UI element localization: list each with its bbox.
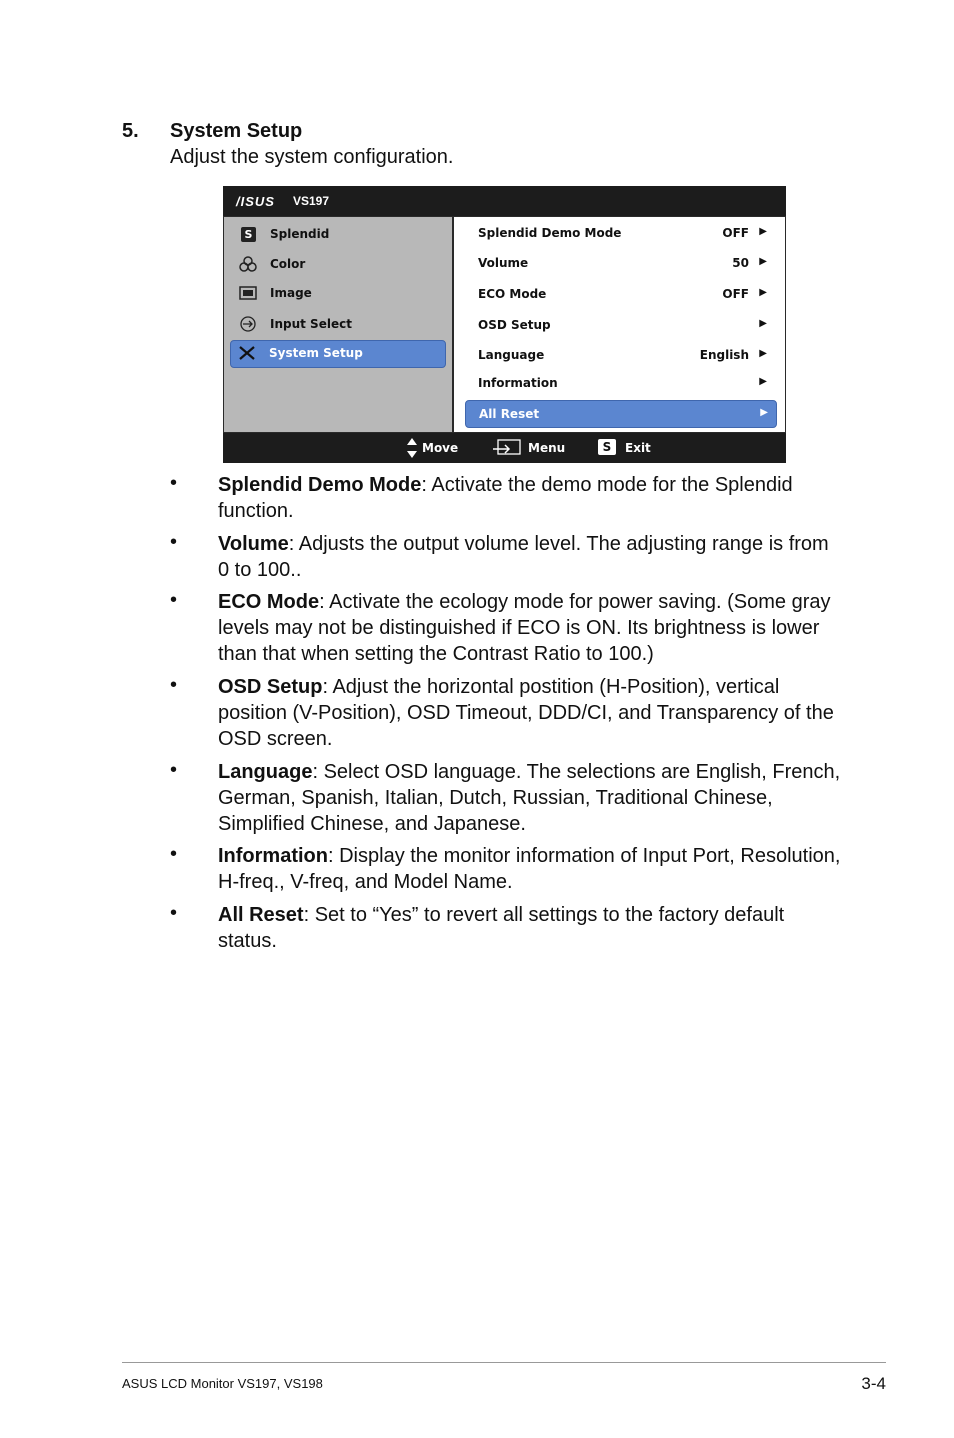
osd-submenu-label: All Reset — [479, 407, 540, 421]
list-item-text: : Adjusts the output volume level. The adjusting range is from 0 to 100.. — [218, 533, 829, 581]
bullet: • — [170, 759, 178, 781]
osd-menu-item-splendid[interactable] — [232, 222, 447, 248]
section-title: System Setup — [170, 120, 303, 142]
osd-submenu-value: English — [699, 348, 749, 362]
section-number: 5. — [122, 120, 139, 142]
osd-model-name: VS197 — [293, 194, 330, 208]
list-item — [218, 843, 843, 895]
triangle-right-icon: ▶ — [759, 348, 767, 359]
bullet: • — [170, 589, 178, 611]
osd-submenu-value: OFF — [722, 287, 749, 301]
exit-s-icon: S — [598, 439, 616, 455]
menu-enter-icon — [492, 439, 522, 461]
osd-main-menu — [224, 217, 452, 432]
osd-menu-item-image[interactable] — [232, 281, 447, 307]
osd-submenu-item-language[interactable] — [465, 342, 775, 368]
osd-submenu-label: ECO Mode — [478, 287, 547, 301]
osd-menu-item-label: Color — [270, 257, 306, 271]
osd-submenu-item-osd-setup[interactable] — [465, 312, 775, 338]
osd-menu-item-system-setup[interactable] — [230, 340, 446, 368]
osd-menu-item-input-select[interactable] — [232, 312, 447, 338]
osd-submenu-label: OSD Setup — [478, 318, 551, 332]
osd-submenu-value: 50 — [732, 256, 749, 270]
osd-header — [223, 186, 786, 216]
footer-exit-label: Exit — [625, 441, 651, 455]
list-item — [218, 902, 843, 954]
bullet: • — [170, 674, 178, 696]
osd-submenu-item-all-reset[interactable] — [465, 400, 777, 428]
osd-submenu-value: OFF — [722, 226, 749, 240]
list-item-text: : Set to “Yes” to revert all settings to the factory default status. — [218, 904, 785, 952]
triangle-right-icon: ▶ — [759, 256, 767, 267]
image-icon — [239, 285, 257, 301]
up-down-arrows-icon — [406, 437, 418, 464]
page-number: 3-4 — [861, 1374, 886, 1393]
list-item-text: : Activate the ecology mode for power saving. (Some gray levels may not be distinguished if ECO is ON. Its brightness is lower than that when setting the Contrast Ratio to 100.) — [218, 591, 831, 665]
osd-footer — [223, 433, 786, 463]
osd-submenu — [454, 217, 785, 432]
list-item-term: OSD Setup — [218, 676, 323, 698]
system-setup-icon — [238, 345, 256, 361]
section-description: Adjust the system configuration. — [170, 146, 454, 168]
osd-submenu-label: Information — [478, 376, 558, 390]
triangle-right-icon: ▶ — [759, 376, 767, 387]
osd-menu-item-label: Image — [270, 286, 312, 300]
osd-submenu-label: Splendid Demo Mode — [478, 226, 622, 240]
osd-menu — [223, 186, 786, 463]
osd-submenu-item-eco-mode[interactable] — [465, 281, 775, 307]
footer-divider — [122, 1362, 886, 1363]
triangle-right-icon: ▶ — [759, 318, 767, 329]
triangle-right-icon: ▶ — [759, 226, 767, 237]
footer-move-label: Move — [422, 441, 459, 455]
list-item — [218, 589, 843, 667]
osd-submenu-label: Volume — [478, 256, 529, 270]
osd-menu-item-label: Input Select — [270, 317, 352, 331]
list-item — [218, 674, 843, 752]
osd-menu-item-label: System Setup — [269, 346, 363, 360]
asus-logo: /ISUS — [236, 194, 275, 209]
list-item-text: : Activate the demo mode for the Splendid function. — [218, 474, 793, 522]
bullet: • — [170, 902, 178, 924]
list-item-term: Information — [218, 845, 328, 867]
triangle-right-icon: ▶ — [760, 407, 768, 418]
color-icon — [239, 256, 257, 272]
osd-menu-item-color[interactable] — [232, 252, 447, 278]
triangle-right-icon: ▶ — [759, 287, 767, 298]
list-item — [218, 472, 843, 524]
bullet: • — [170, 531, 178, 553]
list-item-text: : Adjust the horizontal postition (H-Position), vertical position (V-Position), OSD Timeout, DDD/CI, and Transparency of the OSD screen. — [218, 676, 834, 750]
list-item-term: ECO Mode — [218, 591, 320, 613]
list-item-text: : Select OSD language. The selections are English, French, German, Spanish, Italian, Dutch, Russian, Traditional Chinese, Simplified Chinese, and Japanese. — [218, 761, 841, 835]
list-item — [218, 531, 843, 583]
osd-menu-item-label: Splendid — [270, 227, 330, 241]
footer-product-name: ASUS LCD Monitor VS197, VS198 — [122, 1376, 323, 1391]
osd-submenu-item-information[interactable] — [465, 370, 775, 396]
list-item-term: Language — [218, 761, 313, 783]
bullet: • — [170, 472, 178, 494]
list-item-term: All Reset — [218, 904, 304, 926]
footer-menu-label: Menu — [528, 441, 566, 455]
list-item — [218, 759, 843, 837]
bullet: • — [170, 843, 178, 865]
input-select-icon — [239, 316, 257, 332]
list-item-term: Volume — [218, 533, 289, 555]
splendid-s-icon: S — [241, 227, 256, 242]
osd-submenu-item-splendid-demo-mode[interactable] — [465, 220, 775, 246]
osd-submenu-item-volume[interactable] — [465, 250, 775, 276]
list-item-term: Splendid Demo Mode — [218, 474, 422, 496]
osd-submenu-label: Language — [478, 348, 545, 362]
list-item-text: : Display the monitor information of Input Port, Resolution, H-freq., V-freq, and Model Name. — [218, 845, 841, 893]
